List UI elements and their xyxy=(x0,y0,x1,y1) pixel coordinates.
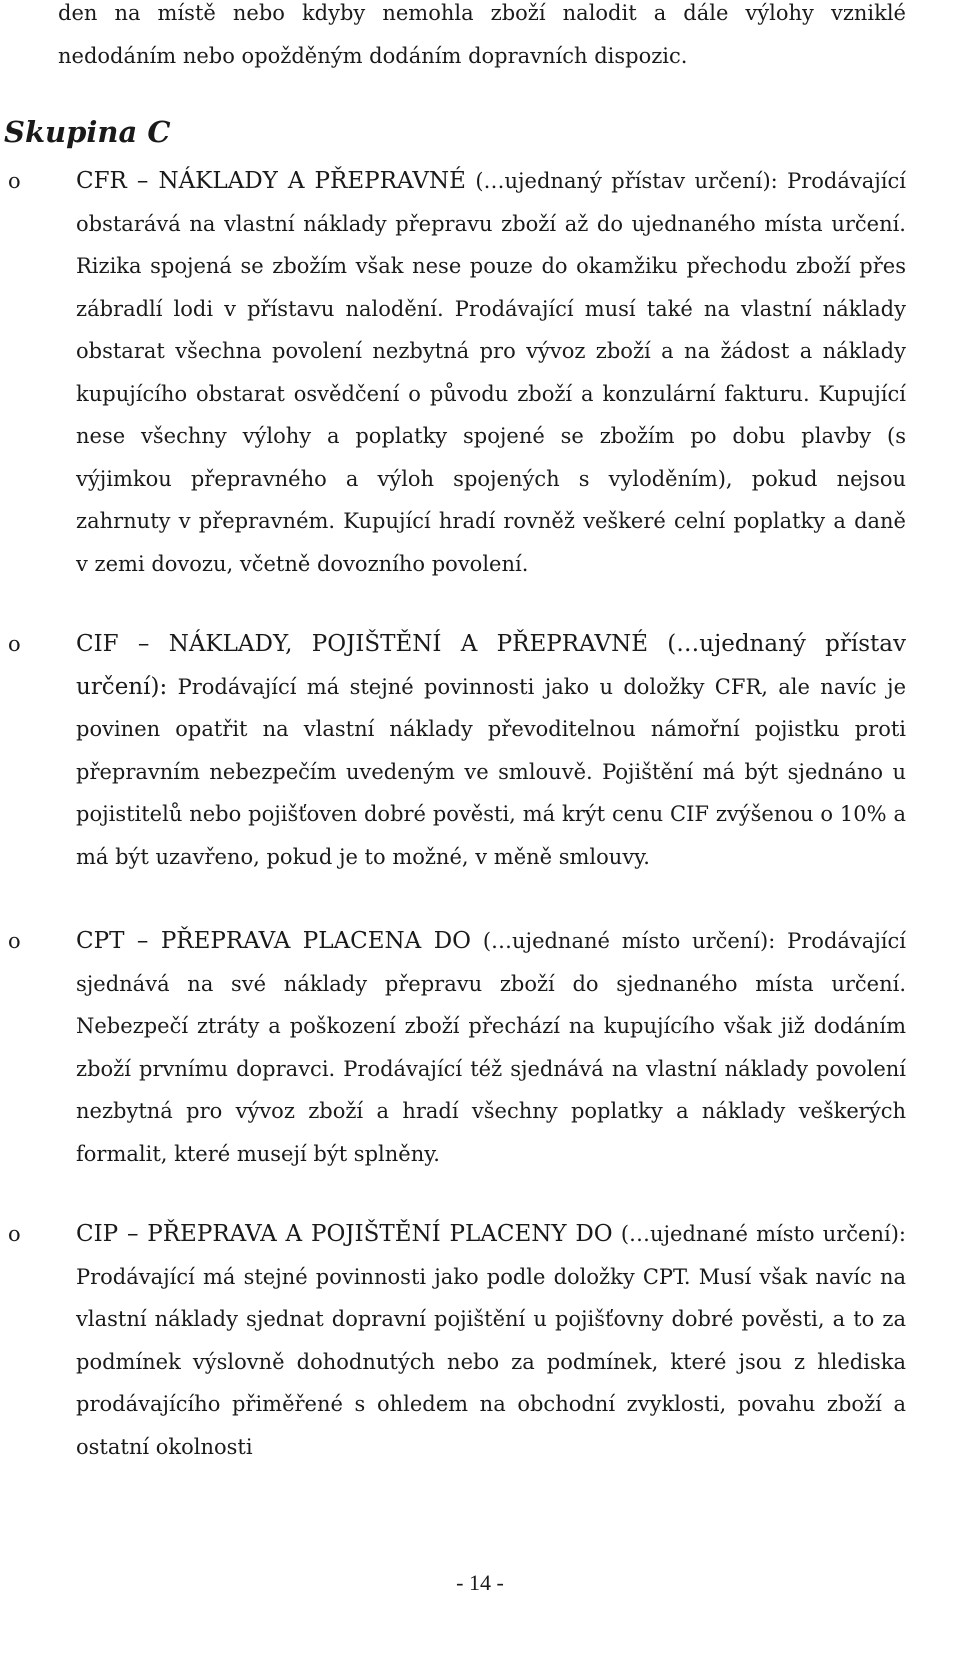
list-item-text xyxy=(76,623,906,878)
term-heading: CFR – NÁKLADY A PŘEPRAVNÉ xyxy=(76,168,466,194)
page-number: - 14 - xyxy=(456,1570,504,1595)
term-description: (…ujednané místo určení): Prodávající sjednává na své náklady přepravu zboží do sjednaného místa určení. Nebezpečí ztráty a poškození zboží přechází na kupujícího však již dodáním zboží prvnímu dopravci. Prodávající též sjednává na vlastní náklady povolení nezbytná pro vývoz zboží a hradí všechny poplatky a náklady veškerých formalit, které musejí být splněny. xyxy=(76,929,906,1166)
list-item-text xyxy=(76,1213,906,1468)
term-description: Prodávající má stejné povinnosti jako u doložky CFR, ale navíc je povinen opatřit na vlastní náklady převoditelnou námořní pojistku proti přepravním nebezpečím uvedeným ve smlouvě. Pojištění má být sjednáno u pojistitelů nebo pojišťoven dobré pověsti, má krýt cenu CIF zvýšenou o 10% a má být uzavřeno, pokud je to možné, v měně smlouvy. xyxy=(76,674,906,869)
bullet-marker: o xyxy=(8,929,21,953)
term-description: (…ujednaný přístav určení): Prodávající obstarává na vlastní náklady přepravu zboží až do ujednaného místa určení. Rizika spojená se zbožím však nese pouze do okamžiku přechodu zboží přes zábradlí lodi v přístavu nalodění. Prodávající musí také na vlastní náklady obstarat všechna povolení nezbytná pro vývoz zboží a na žádost a náklady kupujícího obstarat osvědčení o původu zboží a konzulární fakturu. Kupující nese všechny výlohy a poplatky spojené se zbožím po dobu plavby (s výjimkou přepravného a výloh spojených s vyloděním), pokud nejsou zahrnuty v přepravném. Kupující hradí rovněž veškeré celní poplatky a daně v zemi dovozu, včetně dovozního povolení. xyxy=(76,169,906,576)
term-heading: CPT – PŘEPRAVA PLACENA DO xyxy=(76,928,472,954)
bullet-marker: o xyxy=(8,169,21,193)
section-heading: Skupina C xyxy=(4,115,171,149)
list-item-text xyxy=(76,160,906,585)
term-description: (…ujednané místo určení): Prodávající má stejné povinnosti jako podle doložky CPT. Musí však navíc na vlastní náklady sjednat dopravní pojištění u pojišťovny dobré pověsti, a to za podmínek výslovně dohodnutých nebo za podmínek, které jsou z hlediska prodávajícího přiměřené s ohledem na obchodní zvyklosti, povahu zboží a ostatní okolnosti xyxy=(76,1222,906,1459)
term-heading: CIF – NÁKLADY, POJIŠTĚNÍ A PŘEPRAVNÉ (…ujednaný přístav určení): xyxy=(76,631,906,700)
term-heading: CIP – PŘEPRAVA A POJIŠTĚNÍ PLACENY DO xyxy=(76,1221,613,1247)
list-item-text xyxy=(76,920,906,1175)
bullet-marker: o xyxy=(8,1222,21,1246)
bullet-marker: o xyxy=(8,632,21,656)
intro-paragraph: den na místě nebo kdyby nemohla zboží nalodit a dále výlohy vzniklé nedodáním nebo opožděným dodáním dopravních dispozic. xyxy=(58,1,906,68)
